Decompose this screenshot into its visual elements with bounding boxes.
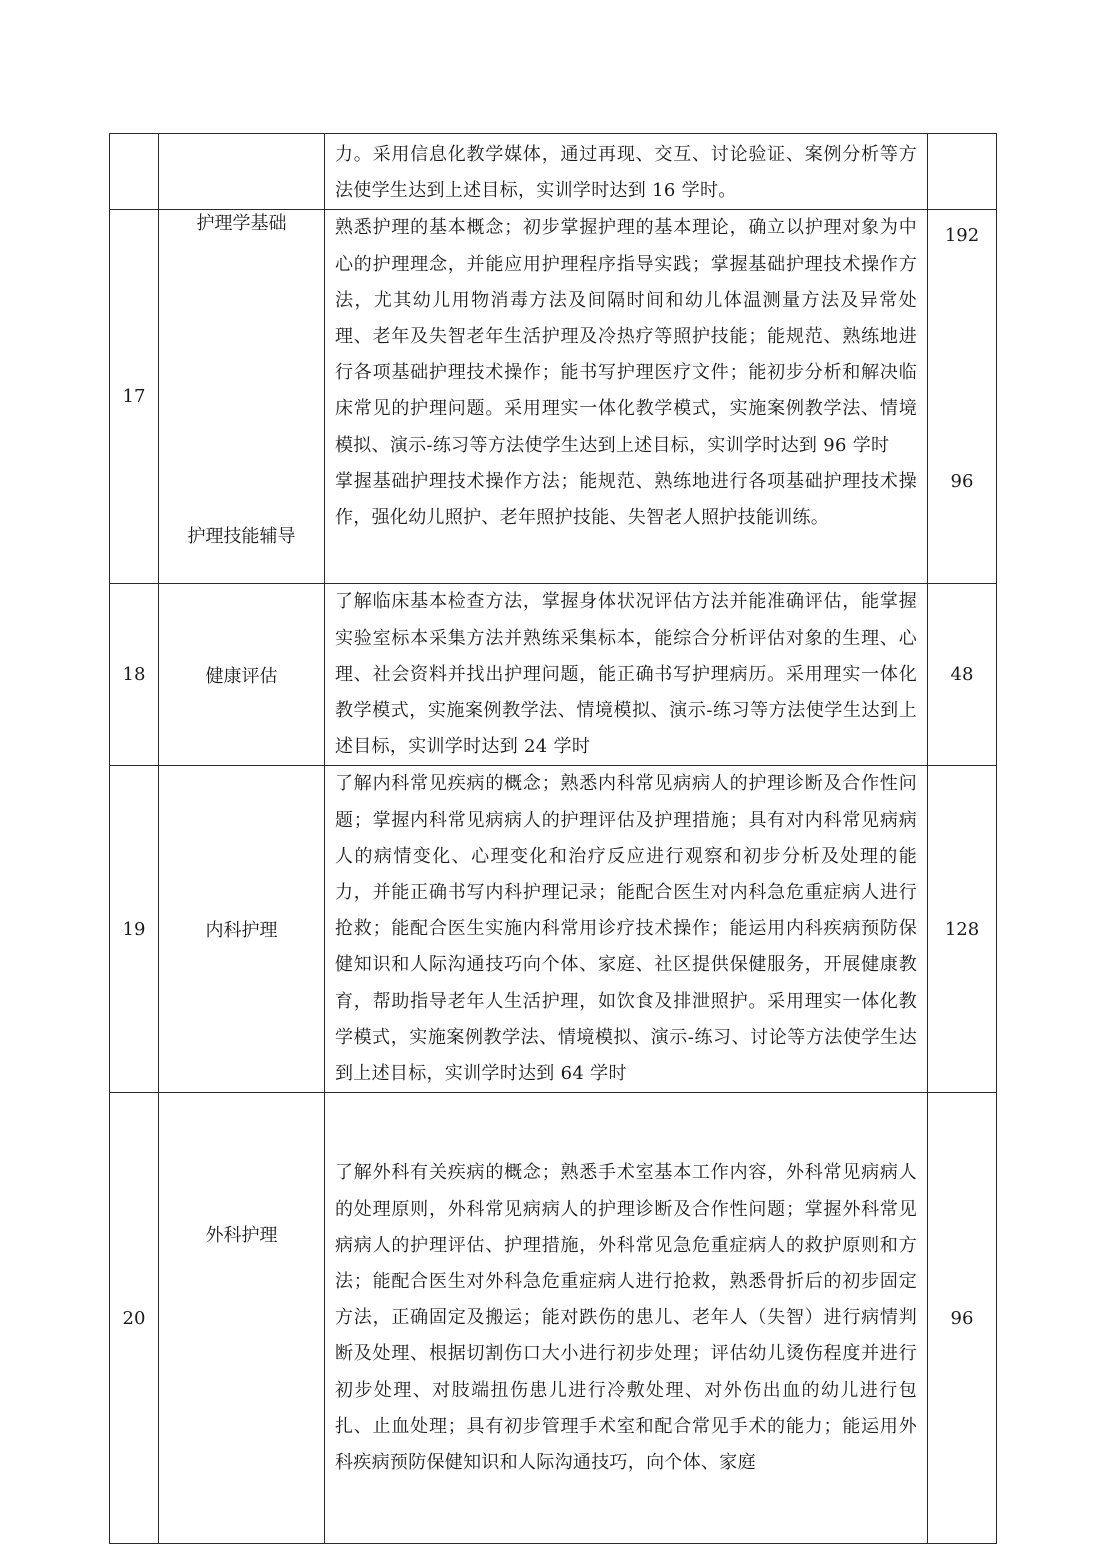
course-hours: 128: [928, 766, 997, 1093]
course-name: [159, 134, 325, 210]
course-description: 了解外科有关疾病的概念；熟悉手术室基本工作内容，外科常见病病人的处理原则，外科常见病病人的护理诊断及合作性问题；掌握外科常见病病人的护理评估、护理措施，外科常见急危重症病人的救护原则和方法；能配合医生对外科急危重症病人进行抢救，熟悉骨折后的初步固定方法，正确固定及搬运；能对跌伤的患儿、老年人（失智）进行病情判断及处理、根据切割伤口大小进行初步处理；评估幼儿烫伤程度并进行初步处理、对肢端扭伤患儿进行冷敷处理、对外伤出血的幼儿进行包扎、止血处理；具有初步管理手术室和配合常见手术的能力；能运用外科疾病预防保健知识和人际沟通技巧，向个体、家庭: [335, 1162, 917, 1473]
course-name: 护理学基础: [196, 213, 287, 235]
table-row: [110, 1093, 997, 1544]
table-row: [110, 766, 997, 1093]
course-hours: 96: [950, 471, 974, 493]
course-number: 20: [110, 1093, 159, 1544]
course-description-cell: [325, 766, 928, 1093]
course-hours: [928, 134, 997, 210]
course-number: 17: [110, 210, 159, 584]
table-row: [110, 210, 997, 584]
course-description: 熟悉护理的基本概念；初步掌握护理的基本理论，确立以护理对象为中心的护理理念，并能应用护理程序指导实践；掌握基础护理技术操作方法，尤其幼儿用物消毒方法及间隔时间和幼儿体温测量方法及异常处理、老年及失智老年生活护理及冷热疗等照护技能；能规范、熟练地进行各项基础护理技术操作；能书写护理医疗文件；能初步分析和解决临床常见的护理问题。采用理实一体化教学模式，实施案例教学法、情境模拟、演示-练习等方法使学生达到上述目标，实训学时达到 96 学时: [335, 217, 917, 456]
table-row: [110, 134, 997, 210]
course-description-cell: [325, 210, 928, 584]
course-number: 19: [110, 766, 159, 1093]
course-name-cell: [159, 210, 325, 584]
course-hours: 192: [944, 225, 980, 247]
course-name: 内科护理: [159, 766, 325, 1093]
course-number: 18: [110, 584, 159, 766]
course-description: 了解临床基本检查方法，掌握身体状况评估方法并能准确评估，能掌握实验室标本采集方法并熟练采集标本，能综合分析评估对象的生理、心理、社会资料并找出护理问题，能正确书写护理病历。采用理实一体化教学模式，实施案例教学法、情境模拟、演示-练习等方法使学生达到上述目标，实训学时达到 24 学时: [335, 591, 917, 758]
course-name: 健康评估: [159, 584, 325, 766]
course-number: [110, 134, 159, 210]
course-description: 了解内科常见疾病的概念；熟悉内科常见病病人的护理诊断及合作性问题；掌握内科常见病病人的护理评估及护理措施；具有对内科常见病病人的病情变化、心理变化和治疗反应进行观察和初步分析及处理的能力，并能正确书写内科护理记录；能配合医生对内科急危重症病人进行抢救；能配合医生实施内科常用诊疗技术操作；能运用内科疾病预防保健知识和人际沟通技巧向个体、家庭、社区提供保健服务，开展健康教育，帮助指导老年人生活护理，如饮食及排泄照护。采用理实一体化教学模式，实施案例教学法、情境模拟、演示-练习、讨论等方法使学生达到上述目标，实训学时达到 64 学时: [335, 773, 917, 1085]
table-row: [110, 584, 997, 766]
course-description-cell: [325, 584, 928, 766]
course-hours-cell: [928, 210, 997, 584]
course-name: 外科护理: [159, 1093, 325, 1544]
course-description: 力。采用信息化教学媒体，通过再现、交互、讨论验证、案例分析等方法使学生达到上述目标，实训学时达到 16 学时。: [335, 144, 917, 202]
course-hours: 96: [928, 1093, 997, 1544]
course-description-cell: [325, 134, 928, 210]
course-description-cell: [325, 1093, 928, 1544]
course-name: 护理技能辅导: [187, 526, 296, 548]
course-description: 掌握基础护理技术操作方法；能规范、熟练地进行各项基础护理技术操作，强化幼儿照护、老年照护技能、失智老人照护技能训练。: [335, 470, 917, 529]
curriculum-table: [109, 133, 997, 1544]
course-hours: 48: [928, 584, 997, 766]
